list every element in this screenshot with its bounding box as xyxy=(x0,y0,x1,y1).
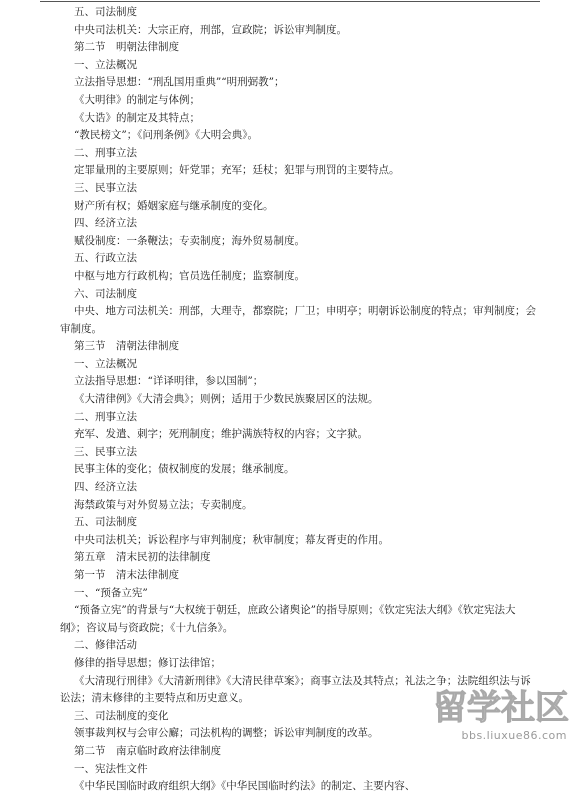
text-line: 财产所有权；婚姻家庭与继承制度的变化。 xyxy=(74,199,274,212)
section-heading: 三、民事立法 xyxy=(74,181,137,194)
text-line: 《中华民国临时政府组织大纲》《中华民国临时约法》的制定、主要内容、 xyxy=(74,780,416,793)
section-heading: 一、立法概况 xyxy=(74,58,137,71)
text-line: 中央司法机关；诉讼程序与审判制度；秋审制度；幕友胥吏的作用。 xyxy=(74,533,389,546)
section-heading: 二、刑事立法 xyxy=(74,410,137,423)
text-line: 立法指导思想：“详译明律，参以国制”； xyxy=(74,375,264,388)
text-line: 赋役制度：一条鞭法；专卖制度；海外贸易制度。 xyxy=(74,234,305,247)
chapter-section-heading: 第三节 清朝法律制度 xyxy=(74,340,179,353)
text-line: 定罪量刑的主要原则；奸党罪；充军；廷杖；犯罪与刑罚的主要特点。 xyxy=(74,164,400,177)
section-heading: 五、司法制度 xyxy=(74,516,137,529)
text-line: 充军、发遣、刺字；死刑制度；维护满族特权的内容；文字狱。 xyxy=(74,428,368,441)
text-line-continued: 纲》；咨议局与资政院；《十九信条》。 xyxy=(60,621,234,634)
text-line-continued: 审制度。 xyxy=(60,322,102,335)
section-heading: 一、“预备立宪” xyxy=(74,586,148,599)
section-heading: 二、修律活动 xyxy=(74,639,137,652)
section-heading: 四、经济立法 xyxy=(74,481,137,494)
chapter-heading: 第五章 清末民初的法律制度 xyxy=(74,551,211,564)
text-line: 中央司法机关：大宗正府，刑部，宣政院；诉讼审判制度。 xyxy=(74,23,347,36)
section-heading: 五、司法制度 xyxy=(74,6,137,18)
section-heading: 一、立法概况 xyxy=(74,357,137,370)
text-line: 《大诰》的制定及其特点； xyxy=(74,111,200,124)
text-line: “教民榜文”；《问刑条例》《大明会典》。 xyxy=(74,129,258,142)
chapter-section-heading: 第二节 南京临时政府法律制度 xyxy=(74,744,221,757)
chapter-section-heading: 第一节 清末法律制度 xyxy=(74,569,179,581)
text-line: 《大清律例》《大清会典》；则例；适用于少数民族聚居区的法规。 xyxy=(74,393,379,406)
section-heading: 三、民事立法 xyxy=(74,445,137,458)
watermark-logo-text: 留学社区 xyxy=(433,688,569,728)
text-line: 立法指导思想：“刑乱国用重典”“明刑弼教”； xyxy=(74,76,285,89)
text-line-continued: 讼法；清末修律的主要特点和历史意义。 xyxy=(60,692,249,705)
section-heading: 二、刑事立法 xyxy=(74,146,137,159)
section-heading: 六、司法制度 xyxy=(74,287,137,300)
section-heading: 三、司法制度的变化 xyxy=(74,709,169,722)
text-line: “预备立宪”的背景与“大权统于朝廷，庶政公诸舆论”的指导原则；《钦定宪法大纲》《钦定宪法大 xyxy=(74,604,516,617)
document-body xyxy=(0,4,579,796)
text-line: 《大清现行刑律》《大清新刑律》《大清民律草案》；商事立法及其特点；礼法之争；法院组织法与诉 xyxy=(74,674,531,687)
section-heading: 四、经济立法 xyxy=(74,217,137,230)
chapter-section-heading: 第二节 明朝法律制度 xyxy=(74,41,179,54)
text-line: 中央、地方司法机关：刑部，大理寺，都察院；厂卫；申明亭；明朝诉讼制度的特点；审判制度；会 xyxy=(74,305,536,318)
site-watermark xyxy=(431,688,571,748)
text-line: 海禁政策与对外贸易立法；专卖制度。 xyxy=(74,498,253,511)
section-heading: 一、宪法性文件 xyxy=(74,762,148,775)
text-line: 中枢与地方行政机构；官员选任制度；监察制度。 xyxy=(74,269,305,282)
text-line: 民事主体的变化；债权制度的发展；继承制度。 xyxy=(74,463,295,476)
text-line: 《大明律》的制定与体例； xyxy=(74,93,200,106)
section-heading: 五、行政立法 xyxy=(74,252,137,265)
text-line: 修律的指导思想；修订法律馆； xyxy=(74,656,221,669)
watermark-url: bbs.liuxue86.com xyxy=(461,729,567,742)
top-rule xyxy=(40,1,540,2)
text-line: 领事裁判权与会审公廨；司法机构的调整；诉讼审判制度的改革。 xyxy=(74,727,379,740)
